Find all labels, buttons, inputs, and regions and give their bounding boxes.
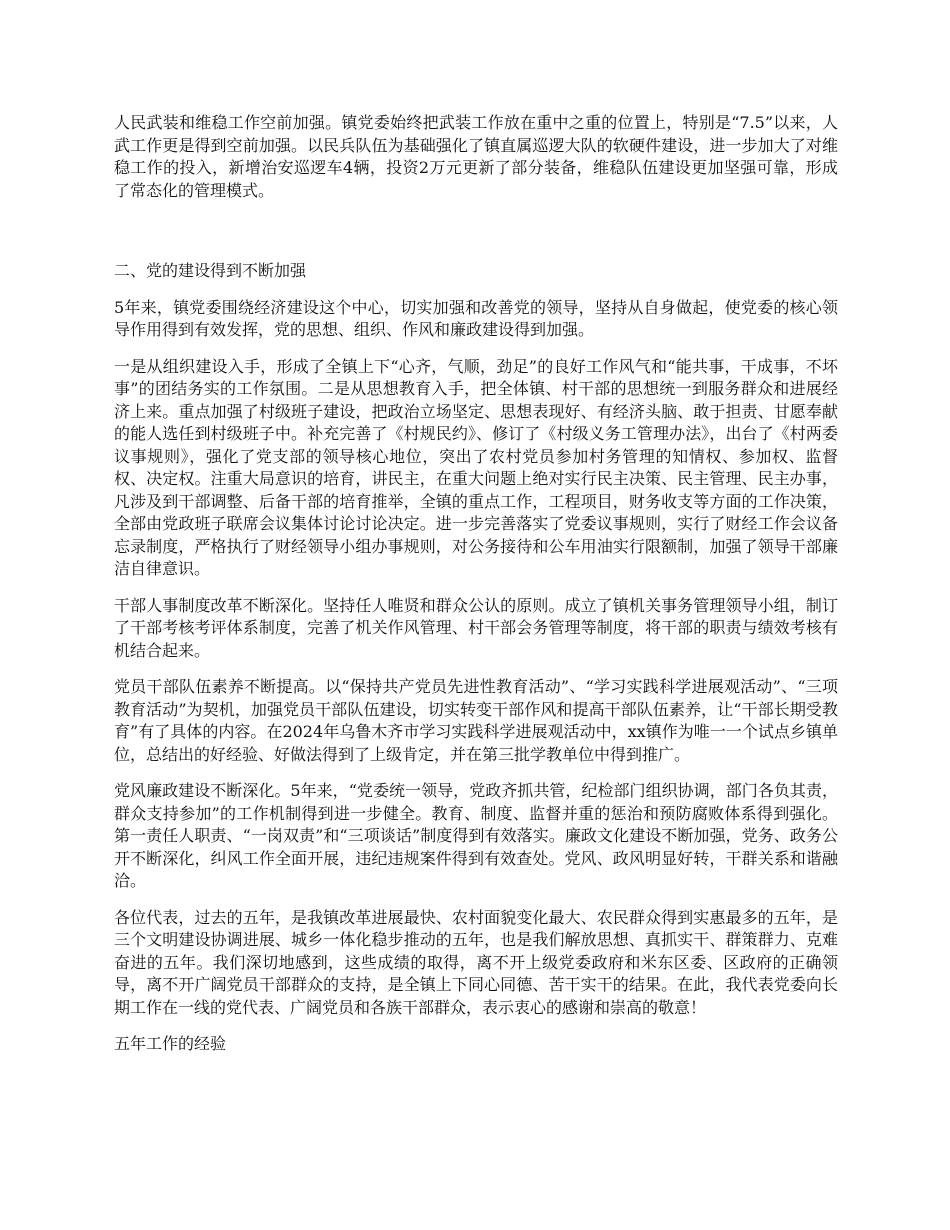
paragraph-organization: 一是从组织建设入手，形成了全镇上下“心齐，气顺，劲足”的良好工作风气和“能共事，干成事，不坏事”的团结务实的工作氛围。二是从思想教育入手，把全体镇、村干部的思想统一到服务群众和进展经济上来。重点加强了村级班子建设，把政治立场坚定、思想表现好、有经济头脑、敢于担责、甘愿奉献的能人选任到村级班子中。补充完善了《村规民约》、修订了《村级义务工管理办法》，出台了《村两委议事规则》，强化了党支部的领导核心地位，突出了农村党员参加村务管理的知情权、参加权、监督权、决定权。注重大局意识的培育，讲民主，在重大问题上绝对实行民主决策、民主管理、民主办事，凡涉及到干部调整、后备干部的培育推举，全镇的重点工作，工程项目，财务收支等方面的工作决策，全部由党政班子联席会议集体讨论讨论决定。进一步完善落实了党委议事规则，实行了财经工作会议备忘录制度，严格执行了财经领导小组办事规则，对公务接待和公车用油实行限额制，加强了领导干部廉洁自律意识。	[114, 356, 838, 578]
paragraph-personnel-reform: 干部人事制度改革不断深化。坚持任人唯贤和群众公认的原则。成立了镇机关事务管理领导小组，制订了干部考核考评体系制度，完善了机关作风管理、村干部会务管理等制度，将干部的职责与绩效考核有机结合起来。	[114, 595, 838, 660]
section-spacer	[114, 202, 838, 260]
document-body	[114, 112, 838, 1070]
paragraph-armed-forces: 人民武装和维稳工作空前加强。镇党委始终把武装工作放在重中之重的位置上，特别是“7.5”以来，人武工作更是得到空前加强。以民兵队伍为基础强化了镇直属巡逻大队的软硬件建设，进一步加大了对维稳工作的投入，新增治安巡逻车4辆，投资2万元更新了部分装备，维稳队伍建设更加坚强可靠，形成了常态化的管理模式。	[114, 113, 838, 200]
paragraph-cadre-quality: 党员干部队伍素养不断提高。以“保持共产党员先进性教育活动”、“学习实践科学进展观活动”、“三项教育活动”为契机，加强党员干部队伍建设，切实转变干部作风和提高干部队伍素养，让“干部长期受教育”有了具体的内容。在2024年乌鲁木齐市学习实践科学进展观活动中，xx镇作为唯一一个试点乡镇单位，总结出的好经验、好做法得到了上级肯定，并在第三批学教单位中得到推广。	[114, 677, 838, 764]
paragraph-anti-corruption: 党风廉政建设不断深化。5年来，“党委统一领导，党政齐抓共管，纪检部门组织协调，部门各负其责，群众支持参加”的工作机制得到进一步健全。教育、制度、监督并重的惩治和预防腐败体系得到强化。第一责任人职责、“一岗双责”和“三项谈话”制度得到有效落实。廉政文化建设不断加强，党务、政务公开不断深化，纠风工作全面开展，违纪违规案件得到有效查处。党风、政风明显好转，干群关系和谐融洽。	[114, 781, 838, 890]
paragraph-acknowledgement: 各位代表，过去的五年，是我镇改革进展最快、农村面貌变化最大、农民群众得到实惠最多的五年，是三个文明建设协调进展、城乡一体化稳步推动的五年，也是我们解放思想、真抓实干、群策群力、克难奋进的五年。我们深切地感到，这些成绩的取得，离不开上级党委政府和米东区委、区政府的正确领导，离不开广阔党员干部群众的支持，是全镇上下同心同德、苦干实干的结果。在此，我代表党委向长期工作在一线的党代表、广阔党员和各族干部群众，表示衷心的感谢和崇高的敬意！	[114, 907, 838, 1017]
section-heading-experience: 五年工作的经验	[114, 1034, 227, 1053]
paragraph-party-overview: 5年来，镇党委围绕经济建设这个中心，切实加强和改善党的领导，坚持从自身做起，使党委的核心领导作用得到有效发挥，党的思想、组织、作风和廉政建设得到加强。	[114, 297, 838, 339]
section-heading-party-building: 二、党的建设得到不断加强	[114, 261, 307, 280]
